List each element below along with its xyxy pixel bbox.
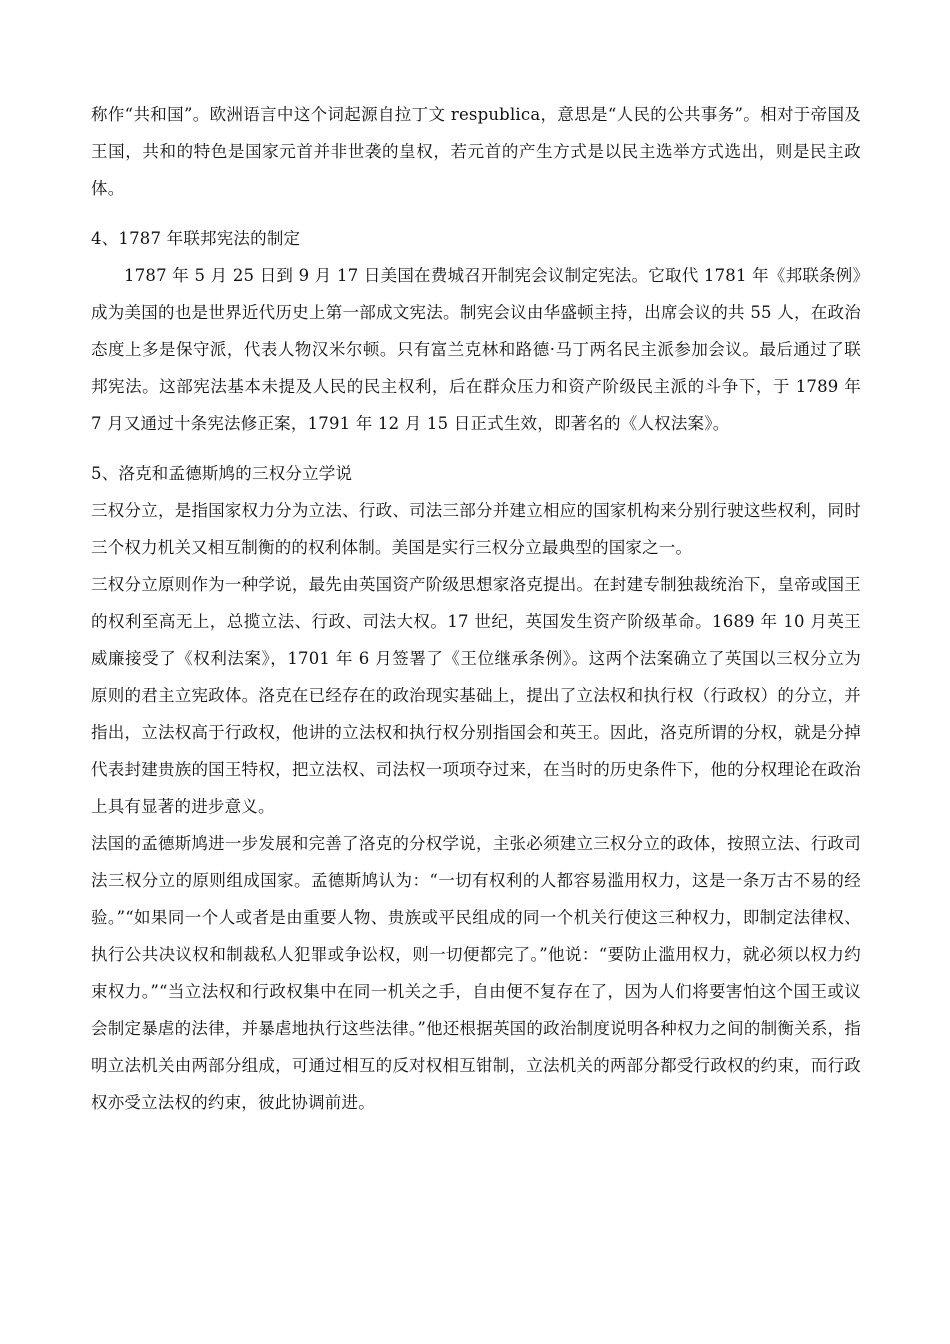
paragraph-locke: 三权分立原则作为一种学说，最先由英国资产阶级思想家洛克提出。在封建专制独裁统治下，皇帝或国王的权利至高无上，总揽立法、行政、司法大权。17 世纪，英国发生资产阶级革命。1689 年 10 月英王威廉接受了《权利法案》，1701 年 6 月签署了《王位继承条例》。这两个法案确立了英国以三权分立为原则的君主立宪政体。洛克在已经存在的政治现实基础上，提出了立法权和执行权（行政权）的分立，并指出，立法权高于行政权，他讲的立法权和执行权分别指国会和英王。因此，洛克所谓的分权，就是分掉代表封建贵族的国王特权，把立法权、司法权一项项夺过来，在当时的历史条件下，他的分权理论在政治上具有显著的进步意义。 <box>91 575 861 816</box>
paragraph-republic-definition: 称作“共和国”。欧洲语言中这个词起源自拉丁文 respublica，意思是“人民的公共事务”。相对于帝国及王国，共和的特色是国家元首并非世袭的皇权，若元首的产生方式是以民主选举方式选出，则是民主政体。 <box>91 105 861 198</box>
section-heading-5: 5、洛克和孟德斯鸠的三权分立学说 <box>91 464 353 483</box>
paragraph-constitution-1787: 1787 年 5 月 25 日到 9 月 17 日美国在费城召开制宪会议制定宪法。它取代 1781 年《邦联条例》成为美国的也是世界近代历史上第一部成文宪法。制宪会议由华盛顿主持，出席会议的共 55 人，在政治态度上多是保守派，代表人物汉米尔顿。只有富兰克林和路德·马丁两名民主派参加会议。最后通过了联邦宪法。这部宪法基本未提及人民的民主权利，后在群众压力和资产阶级民主派的斗争下，于 1789 年 7 月又通过十条宪法修正案，1791 年 12 月 15 日正式生效，即著名的《人权法案》。 <box>91 266 861 433</box>
document-body <box>91 96 861 1121</box>
paragraph-montesquieu: 法国的孟德斯鸠进一步发展和完善了洛克的分权学说，主张必须建立三权分立的政体，按照立法、行政司法三权分立的原则组成国家。孟德斯鸠认为：“一切有权利的人都容易滥用权力，这是一条万古不易的经验。”“如果同一个人或者是由重要人物、贵族或平民组成的同一个机关行使这三种权力，即制定法律权、执行公共决议权和制裁私人犯罪或争讼权，则一切便都完了。”他说：“要防止滥用权力，就必须以权力约束权力。”“当立法权和行政权集中在同一机关之手，自由便不复存在了，因为人们将要害怕这个国王或议会制定暴虐的法律，并暴虐地执行这些法律。”他还根据英国的政治制度说明各种权力之间的制衡关系，指明立法机关由两部分组成，可通过相互的反对权相互钳制，立法机关的两部分都受行政权的约束，而行政权亦受立法权的约束，彼此协调前进。 <box>91 834 861 1112</box>
section-heading-4: 4、1787 年联邦宪法的制定 <box>91 229 301 248</box>
paragraph-separation-of-powers: 三权分立，是指国家权力分为立法、行政、司法三部分并建立相应的国家机构来分别行驶这些权利，同时三个权力机关又相互制衡的的权利体制。美国是实行三权分立最典型的国家之一。 <box>91 501 861 557</box>
